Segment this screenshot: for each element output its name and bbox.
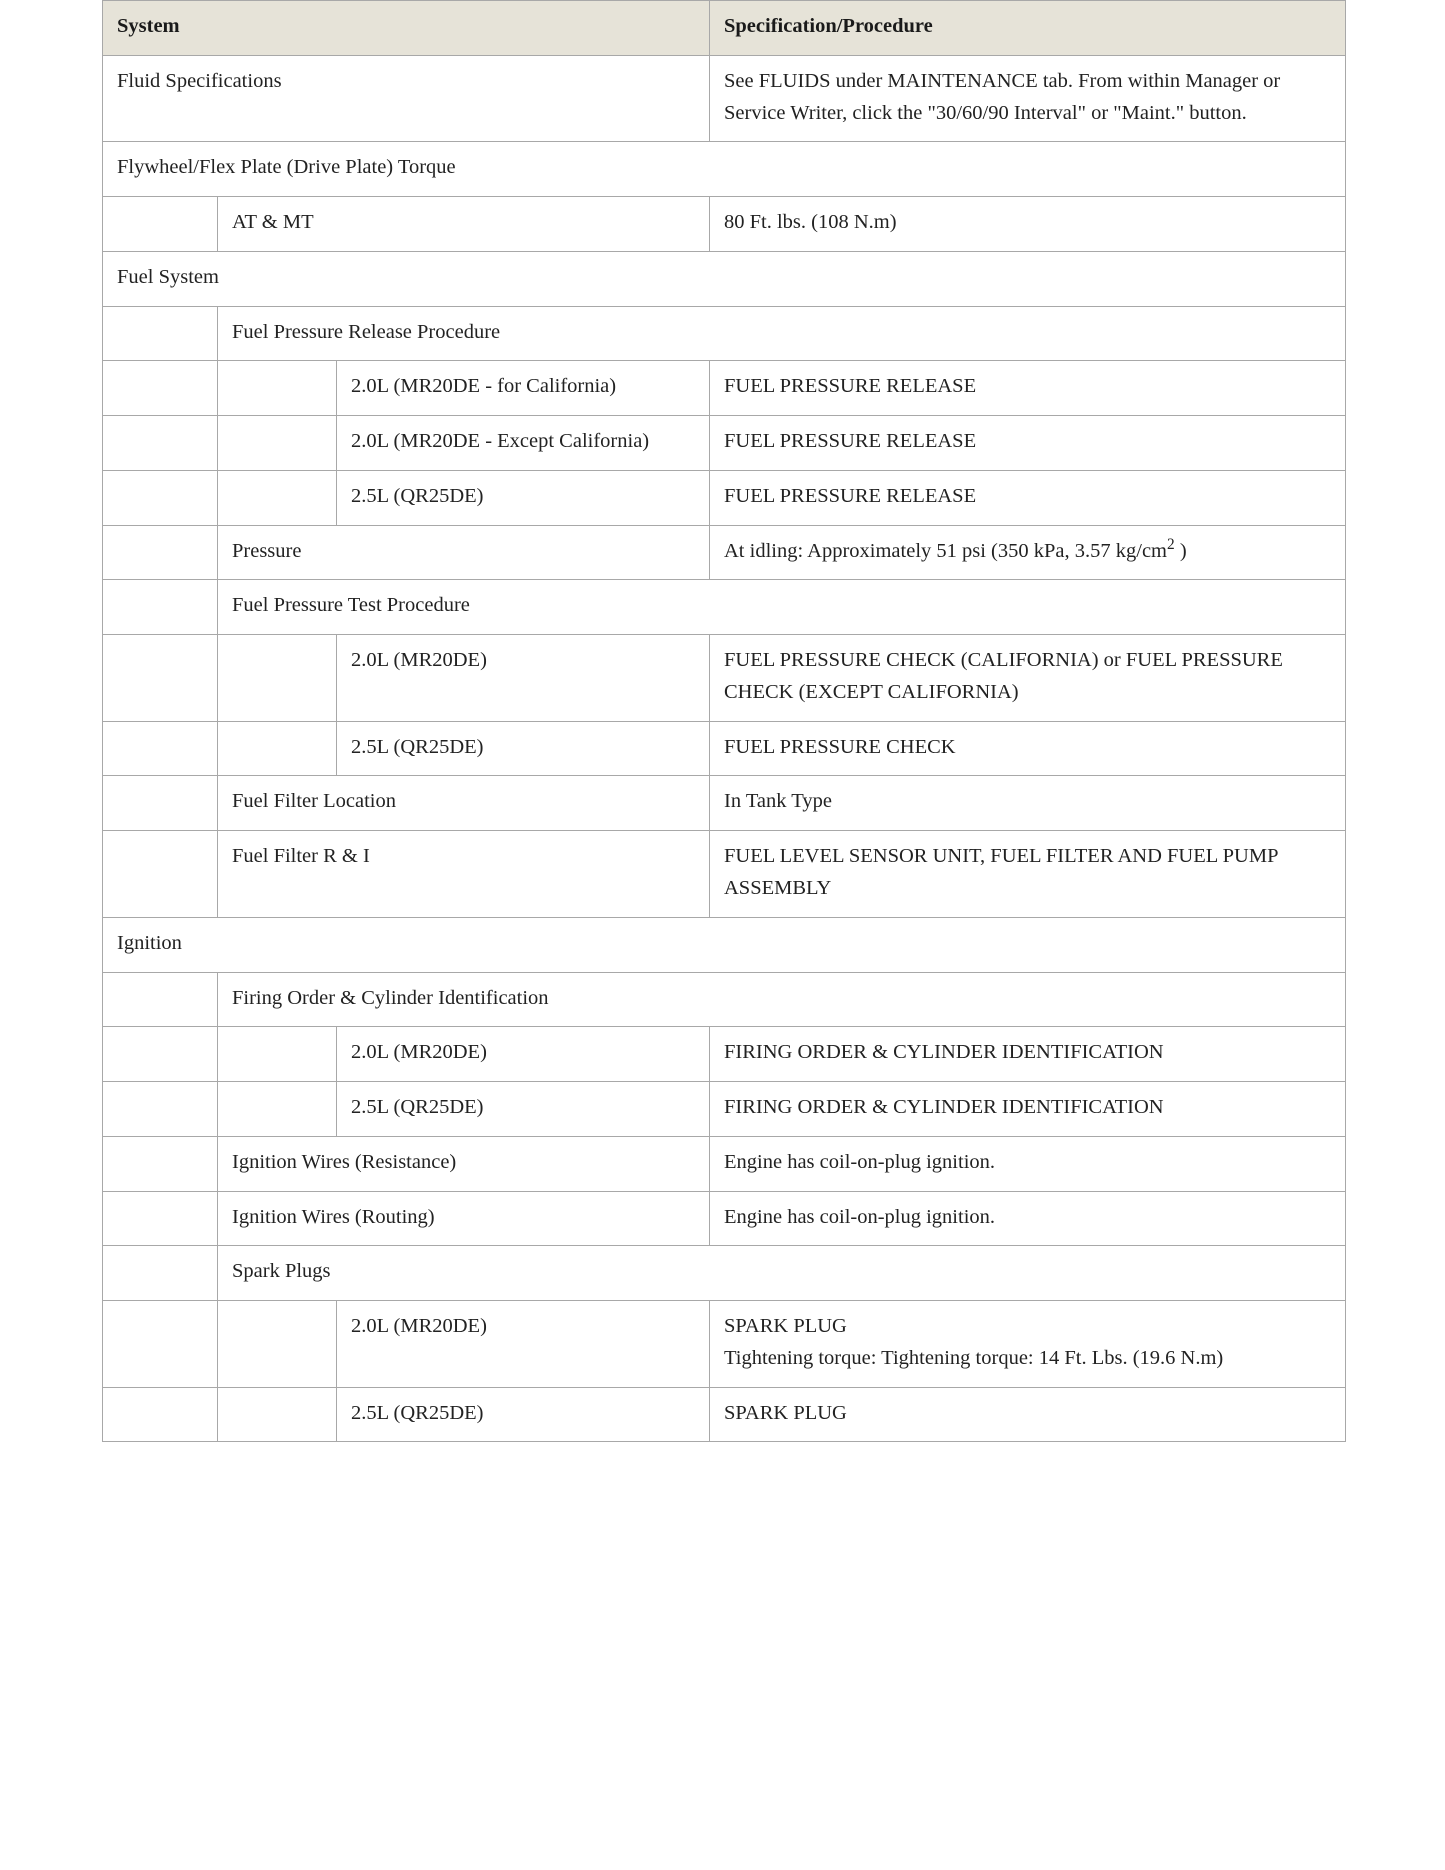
spark-plug-title: SPARK PLUG <box>724 1315 847 1338</box>
row-label: AT & MT <box>218 197 710 252</box>
indent-cell <box>103 361 218 416</box>
table-row <box>103 197 1346 252</box>
section-label: Ignition <box>103 917 1346 972</box>
row-label: 2.0L (MR20DE - Except California) <box>337 416 710 471</box>
indent-cell <box>103 1136 218 1191</box>
subsection-row <box>103 580 1346 635</box>
row-label: 2.5L (QR25DE) <box>337 1387 710 1442</box>
row-label: 2.0L (MR20DE) <box>337 1301 710 1388</box>
indent-cell <box>103 776 218 831</box>
header-system: System <box>103 1 710 56</box>
row-label: Ignition Wires (Routing) <box>218 1191 710 1246</box>
section-row <box>103 251 1346 306</box>
row-spec: SPARK PLUG <box>710 1387 1346 1442</box>
section-row <box>103 917 1346 972</box>
pressure-text: At idling: Approximately 51 psi (350 kPa, 3.57 kg/cm <box>724 539 1168 562</box>
table-row <box>103 361 1346 416</box>
row-spec <box>710 525 1346 580</box>
indent-cell <box>218 416 337 471</box>
row-spec: FUEL PRESSURE RELEASE <box>710 416 1346 471</box>
indent-cell <box>103 1301 218 1388</box>
tightening-torque: Tightening torque: Tightening torque: 14 Ft. Lbs. (19.6 N.m) <box>724 1346 1224 1369</box>
section-label: Fuel System <box>103 251 1346 306</box>
row-label: Fluid Specifications <box>103 55 710 142</box>
indent-cell <box>103 197 218 252</box>
row-spec <box>710 1301 1346 1388</box>
row-spec: FUEL PRESSURE RELEASE <box>710 361 1346 416</box>
row-label: 2.5L (QR25DE) <box>337 1082 710 1137</box>
table-row <box>103 1191 1346 1246</box>
table-row <box>103 1301 1346 1388</box>
indent-cell <box>218 470 337 525</box>
indent-cell <box>103 470 218 525</box>
table-row <box>103 721 1346 776</box>
indent-cell <box>103 1027 218 1082</box>
table-row <box>103 525 1346 580</box>
indent-cell <box>218 1082 337 1137</box>
indent-cell <box>218 1301 337 1388</box>
indent-cell <box>103 1191 218 1246</box>
row-spec: Engine has coil-on-plug ignition. <box>710 1191 1346 1246</box>
row-spec: FUEL PRESSURE CHECK (CALIFORNIA) or FUEL PRESSURE CHECK (EXCEPT CALIFORNIA) <box>710 635 1346 722</box>
table-header-row <box>103 1 1346 56</box>
specification-table <box>102 0 1346 1442</box>
row-label: Fuel Filter Location <box>218 776 710 831</box>
subsection-label: Spark Plugs <box>218 1246 1346 1301</box>
subsection-row <box>103 1246 1346 1301</box>
subsection-row <box>103 972 1346 1027</box>
indent-cell <box>103 635 218 722</box>
indent-cell <box>103 1082 218 1137</box>
indent-cell <box>218 721 337 776</box>
table-row <box>103 1136 1346 1191</box>
pressure-text-end: ) <box>1174 539 1187 562</box>
section-label: Flywheel/Flex Plate (Drive Plate) Torque <box>103 142 1346 197</box>
indent-cell <box>218 635 337 722</box>
indent-cell <box>103 1246 218 1301</box>
row-label: Ignition Wires (Resistance) <box>218 1136 710 1191</box>
section-row <box>103 142 1346 197</box>
indent-cell <box>218 1027 337 1082</box>
row-spec: FIRING ORDER & CYLINDER IDENTIFICATION <box>710 1082 1346 1137</box>
table-row <box>103 470 1346 525</box>
indent-cell <box>103 525 218 580</box>
indent-cell <box>103 972 218 1027</box>
row-spec: 80 Ft. lbs. (108 N.m) <box>710 197 1346 252</box>
table-row <box>103 635 1346 722</box>
row-spec: Engine has coil-on-plug ignition. <box>710 1136 1346 1191</box>
indent-cell <box>218 361 337 416</box>
subsection-label: Fuel Pressure Test Procedure <box>218 580 1346 635</box>
subsection-label: Fuel Pressure Release Procedure <box>218 306 1346 361</box>
table-row <box>103 1082 1346 1137</box>
row-label: 2.0L (MR20DE) <box>337 635 710 722</box>
table-row <box>103 416 1346 471</box>
table-row <box>103 1387 1346 1442</box>
subsection-row <box>103 306 1346 361</box>
subsection-label: Firing Order & Cylinder Identification <box>218 972 1346 1027</box>
table-row <box>103 831 1346 918</box>
indent-cell <box>103 831 218 918</box>
row-spec: See FLUIDS under MAINTENANCE tab. From within Manager or Service Writer, click the "30/60/90 Interval" or "Maint." button. <box>710 55 1346 142</box>
row-label: 2.0L (MR20DE) <box>337 1027 710 1082</box>
row-spec: FIRING ORDER & CYLINDER IDENTIFICATION <box>710 1027 1346 1082</box>
table-row <box>103 776 1346 831</box>
table-row <box>103 55 1346 142</box>
row-spec: FUEL LEVEL SENSOR UNIT, FUEL FILTER AND FUEL PUMP ASSEMBLY <box>710 831 1346 918</box>
row-label: 2.5L (QR25DE) <box>337 721 710 776</box>
table-row <box>103 1027 1346 1082</box>
row-spec: FUEL PRESSURE RELEASE <box>710 470 1346 525</box>
superscript-2: 2 <box>1167 535 1175 553</box>
row-label: 2.0L (MR20DE - for California) <box>337 361 710 416</box>
header-spec-procedure: Specification/Procedure <box>710 1 1346 56</box>
row-spec: In Tank Type <box>710 776 1346 831</box>
row-label: 2.5L (QR25DE) <box>337 470 710 525</box>
indent-cell <box>218 1387 337 1442</box>
indent-cell <box>103 1387 218 1442</box>
indent-cell <box>103 306 218 361</box>
indent-cell <box>103 721 218 776</box>
row-label: Pressure <box>218 525 710 580</box>
row-label: Fuel Filter R & I <box>218 831 710 918</box>
indent-cell <box>103 580 218 635</box>
row-spec: FUEL PRESSURE CHECK <box>710 721 1346 776</box>
indent-cell <box>103 416 218 471</box>
